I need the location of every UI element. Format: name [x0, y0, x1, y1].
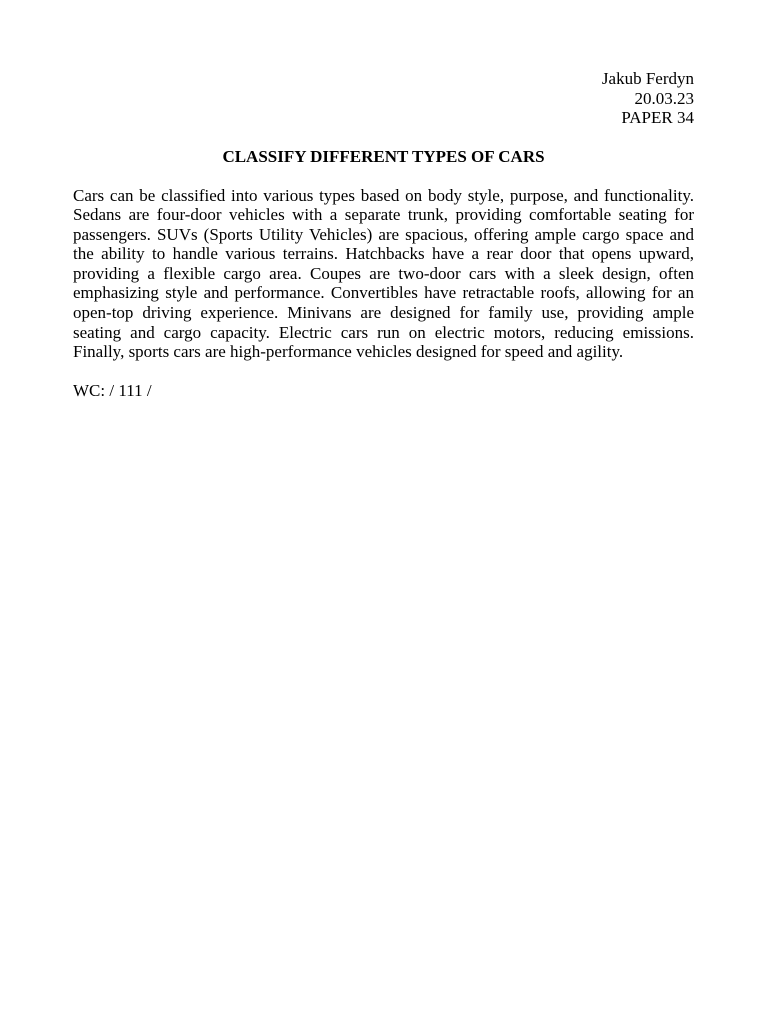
- author-name: Jakub Ferdyn: [601, 69, 694, 88]
- body-paragraph: Cars can be classified into various types based on body style, purpose, and functionality. Sedans are four-door vehicles with a separate trunk, providing comfortable seating for passengers. SUVs (Sports Utility Vehicles) are spacious, offering ample cargo space and the ability to handle various terrains. Hatchbacks have a rear door that opens upward, providing a flexible cargo area. Coupes are two-door cars with a sleek design, often emphasizing style and performance. Convertibles have retractable roofs, allowing for an open-top driving experience. Minivans are designed for family use, providing ample seating and cargo capacity. Electric cars run on electric motors, reducing emissions. Finally, sports cars are high-performance vehicles designed for speed and agility.: [73, 185, 694, 362]
- document-title: CLASSIFY DIFFERENT TYPES OF CARS: [222, 146, 545, 166]
- document-header: [73, 69, 694, 128]
- document-page: [73, 69, 694, 401]
- document-date: 20.03.23: [634, 88, 694, 108]
- paper-number: PAPER 34: [621, 108, 694, 127]
- word-count: WC: / 111 /: [73, 380, 152, 400]
